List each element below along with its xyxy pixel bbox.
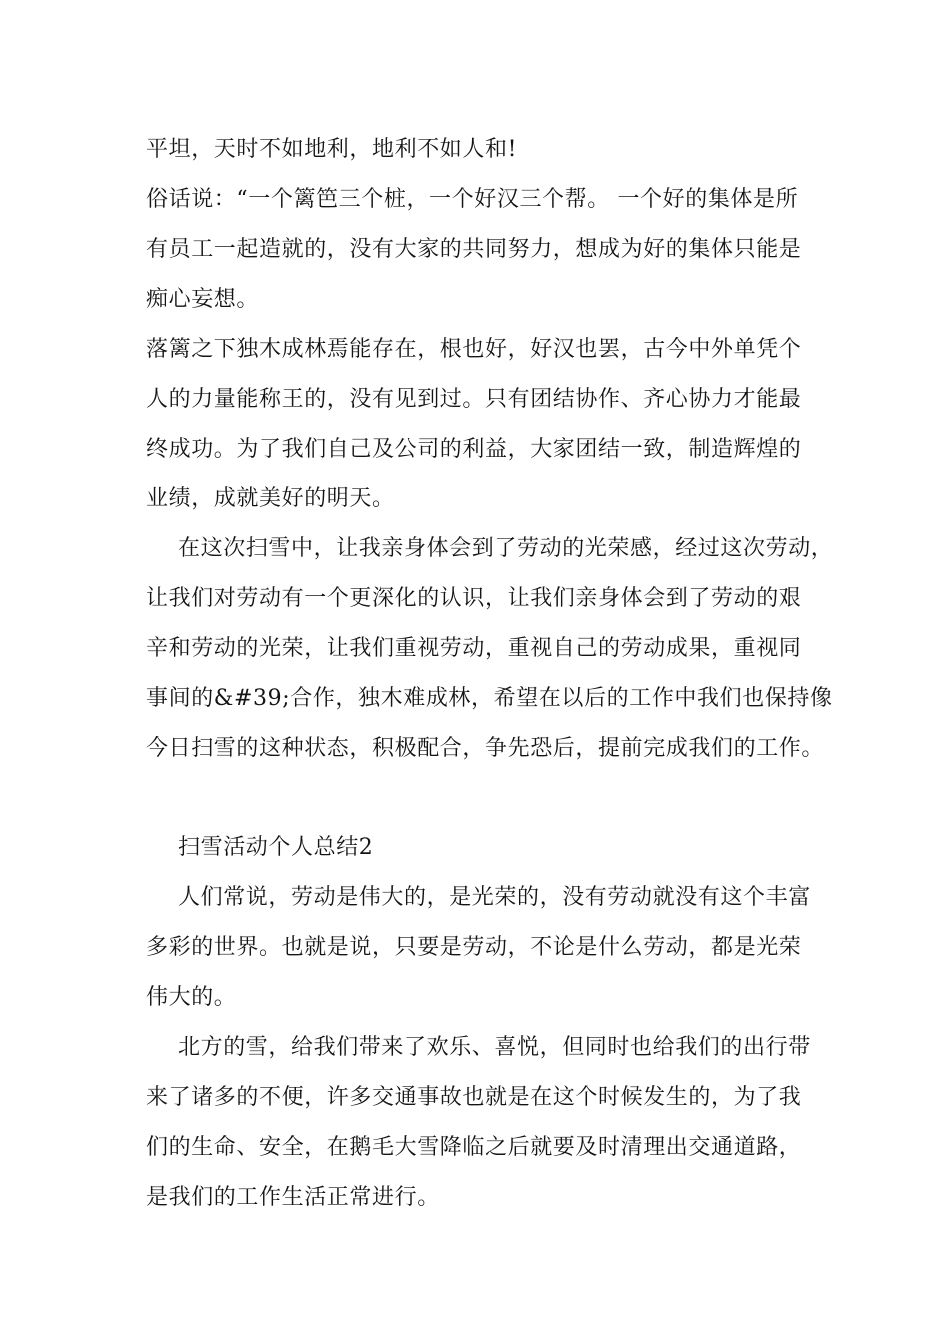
text-line: 在这次扫雪中，让我亲身体会到了劳动的光荣感，经过这次劳动，: [178, 536, 834, 561]
text-line: 们的生命、安全，在鹅毛大雪降临之后就要及时清理出交通道路，: [146, 1135, 802, 1160]
text-line: 人们常说，劳动是伟大的，是光荣的，没有劳动就没有这个丰富: [178, 885, 811, 910]
text-line: 终成功。为了我们自己及公司的利益，大家团结一致，制造辉煌的: [146, 437, 802, 462]
text-line: 业绩，成就美好的明天。: [146, 486, 395, 511]
text-line: 痴心妄想。: [146, 287, 260, 312]
text-line: 落篱之下独木成林焉能存在，根也好，好汉也罢，古今中外单凭个: [146, 337, 802, 362]
text-line: 来了诸多的不便，许多交通事故也就是在这个时候发生的，为了我: [146, 1085, 802, 1110]
text-line: 是我们的工作生活正常进行。: [146, 1185, 440, 1210]
text-line: 让我们对劳动有一个更深化的认识，让我们亲身体会到了劳动的艰: [146, 586, 802, 611]
text-line: 伟大的。: [146, 985, 237, 1010]
text-line: 今日扫雪的这种状态，积极配合，争先恐后，提前完成我们的工作。: [146, 736, 825, 761]
text-line: 平坦，天时不如地利，地利不如人和!: [146, 137, 518, 162]
text-line: 多彩的世界。也就是说，只要是劳动，不论是什么劳动，都是光荣: [146, 935, 802, 960]
section-heading: 扫雪活动个人总结2: [178, 835, 374, 860]
text-line: 人的力量能称王的，没有见到过。只有团结协作、齐心协力才能最: [146, 387, 802, 412]
text-line: 辛和劳动的光荣，让我们重视劳动，重视自己的劳动成果，重视同: [146, 636, 802, 661]
text-line: 俗话说：“一个篱笆三个桩，一个好汉三个帮。 一个好的集体是所: [146, 187, 799, 212]
text-line: 北方的雪，给我们带来了欢乐、喜悦，但同时也给我们的出行带: [178, 1035, 811, 1060]
text-line: 事间的&#39;合作，独木难成林，希望在以后的工作中我们也保持像: [146, 686, 833, 711]
text-line: 有员工一起造就的，没有大家的共同努力，想成为好的集体只能是: [146, 237, 802, 262]
